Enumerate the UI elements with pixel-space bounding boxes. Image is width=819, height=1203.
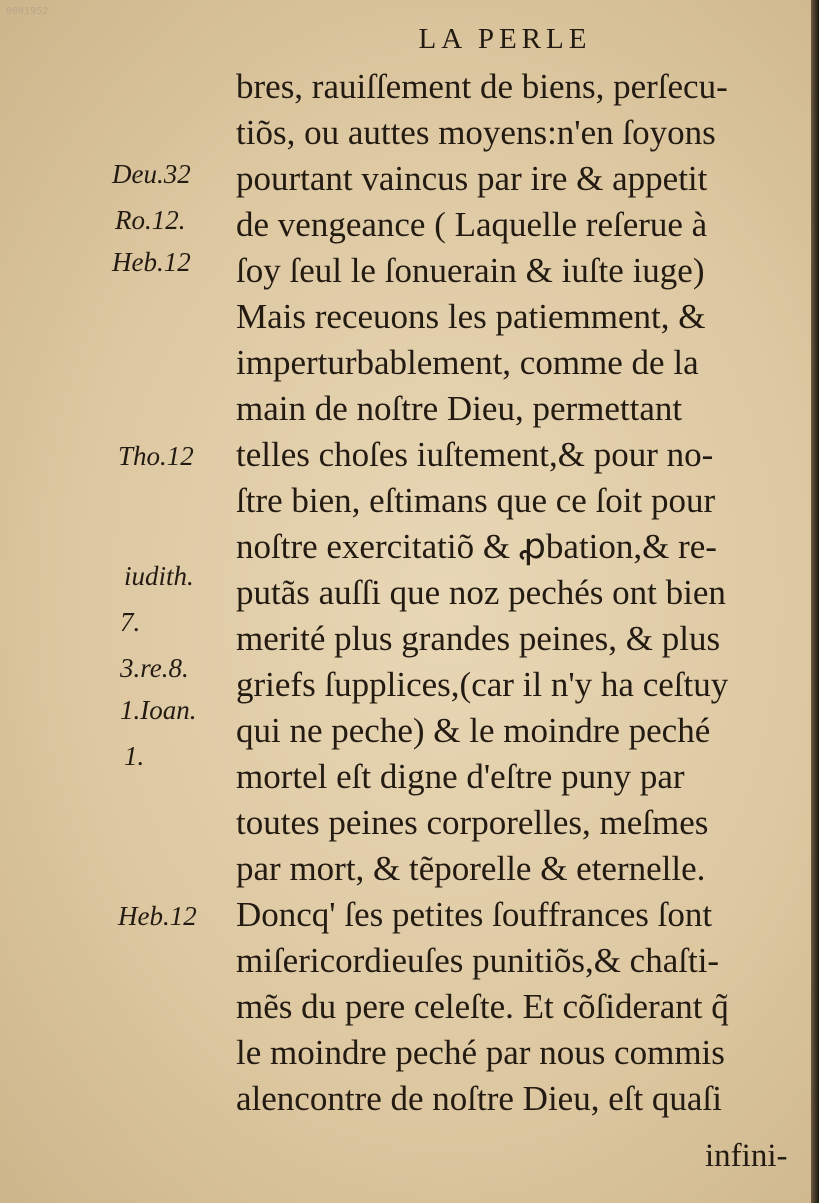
text-line: merité plus grandes peines, & plus <box>236 619 721 658</box>
text-line: qui ne peche) & le moindre peché <box>236 711 711 750</box>
text-line: ſoy ſeul le ſonuerain & iuſte iuge) <box>236 251 705 290</box>
margin-note: Ro.12. <box>115 205 186 235</box>
text-line: main de noſtre Dieu, permettant <box>236 389 683 428</box>
margin-note: 1.Ioan. <box>120 695 197 725</box>
text-line: noſtre exercitatiõ & ꝓbation,& re- <box>236 527 717 566</box>
margin-note: Deu.32 <box>112 159 191 189</box>
margin-note: iudith. <box>124 561 194 591</box>
margin-note: 1. <box>124 741 145 771</box>
text-line: tiõs, ou auttes moyens:n'en ſoyons <box>236 113 716 152</box>
catchword: infini- <box>705 1138 788 1174</box>
page-edge-shadow <box>811 0 819 1203</box>
text-line: mẽs du pere celeſte. Et cõſiderant q̃ <box>236 987 729 1026</box>
archive-stamp: 0001952 <box>6 6 49 17</box>
text-line: alencontre de noſtre Dieu, eſt quaſi <box>236 1079 722 1118</box>
margin-note: Tho.12 <box>118 441 194 471</box>
text-line: par mort, & tẽporelle & eternelle. <box>236 849 706 888</box>
text-line: de vengeance ( Laquelle reſerue à <box>236 205 708 244</box>
text-line: pourtant vaincus par ire & appetit <box>236 159 708 198</box>
text-line: putãs auſſi que noz pechés ont bien <box>236 573 726 612</box>
margin-note: 3.re.8. <box>120 653 189 683</box>
text-line: ſtre bien, eſtimans que ce ſoit pour <box>236 481 716 520</box>
text-line: Doncq' ſes petites ſouffrances ſont <box>236 895 713 934</box>
margin-note: Heb.12 <box>118 901 197 931</box>
margin-note: 7. <box>120 607 141 637</box>
text-line: telles choſes iuſtement,& pour no- <box>236 435 714 474</box>
text-line: toutes peines corporelles, meſmes <box>236 803 709 842</box>
text-line: griefs ſupplices,(car il n'y ha ceſtuy <box>236 665 729 704</box>
text-line: imperturbablement, comme de la <box>236 343 699 382</box>
text-line: le moindre peché par nous commis <box>236 1033 725 1072</box>
text-line: miſericordieuſes punitiõs,& chaſti- <box>236 941 720 980</box>
running-header: LA PERLE <box>418 23 592 55</box>
text-line: mortel eſt digne d'eſtre puny par <box>236 757 685 796</box>
text-line: Mais receuons les patiemment, & <box>236 297 706 336</box>
text-line: bres, rauiſſement de biens, perſecu- <box>236 67 728 106</box>
margin-note: Heb.12 <box>112 247 191 277</box>
